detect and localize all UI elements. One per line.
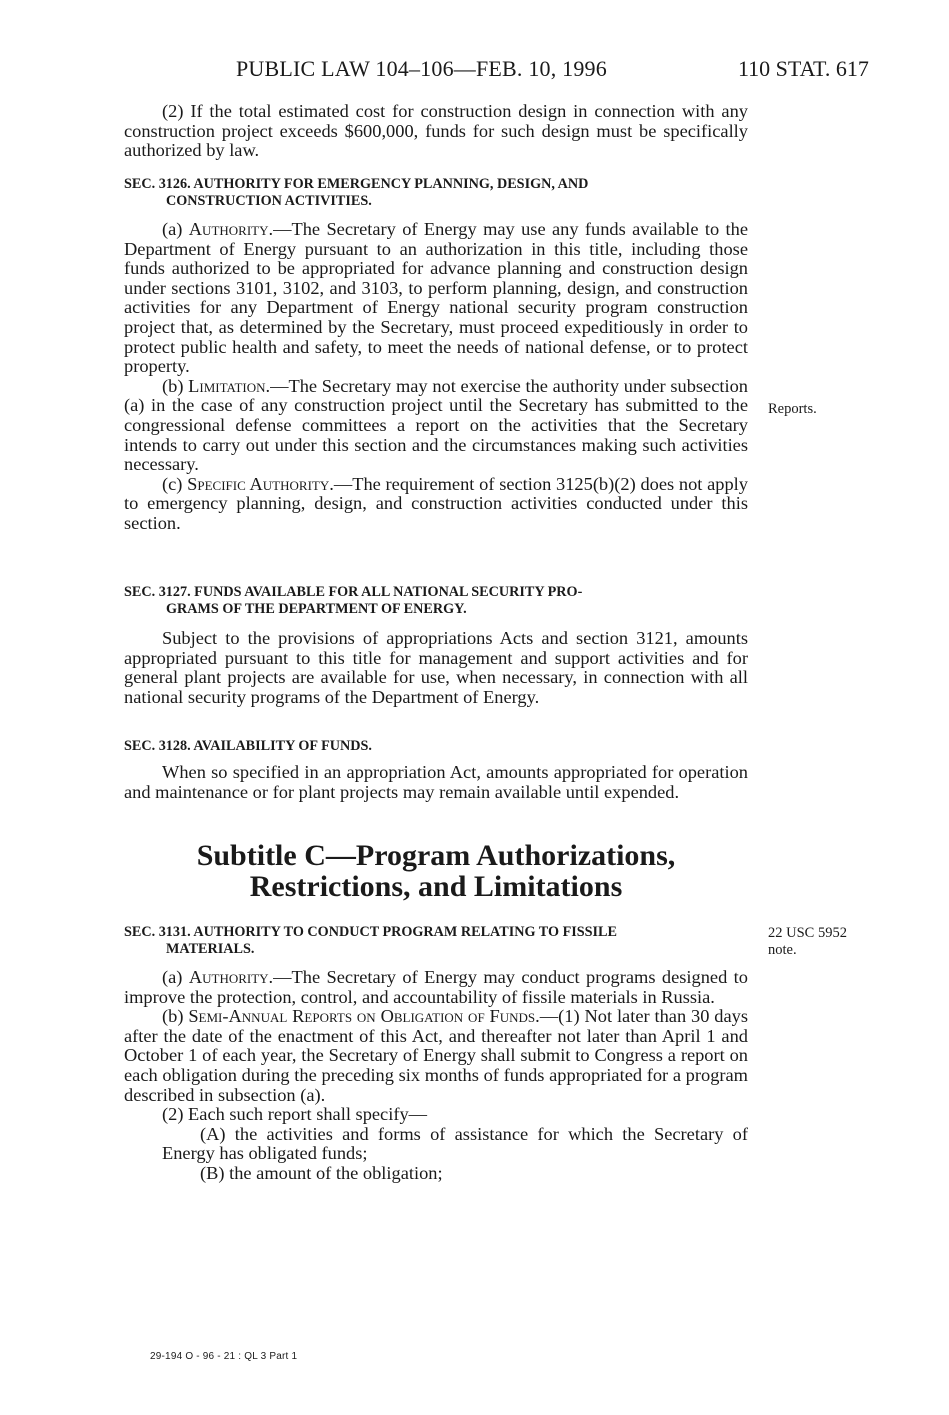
subsection-label: (c) (162, 473, 188, 494)
subsection-a-authority (124, 220, 748, 377)
margin-note-usc (768, 925, 847, 959)
section-heading-3128 (124, 738, 748, 755)
section-heading-3127 (124, 584, 748, 618)
subsection-caption: Limitation (188, 375, 266, 396)
subsection-text: .—The requirement of section 3125(b)(2) does not apply to emergency planning, design, and construction activities conducted under this section. (124, 473, 748, 533)
subsection-text: .—(1) Not later than 30 days after the date of the enactment of this Act, and thereafter not later than April 1 and October 1 of each year, the Secretary of Energy shall submit to Congress a report on each obligation during the preceding six months of funds appropriated for a program described in subsection (a). (124, 1006, 748, 1105)
paragraph-b2: (2) Each such report shall specify— (162, 1104, 428, 1125)
subtitle-heading (124, 840, 748, 902)
print-code-footer: 29-194 O - 96 - 21 : QL 3 Part 1 (150, 1351, 298, 1362)
subparagraph-B: (B) the amount of the obligation; (200, 1162, 443, 1183)
margin-note-line-2: note. (768, 942, 797, 958)
section-heading-line-2: GRAMS OF THE DEPARTMENT OF ENERGY. (166, 601, 467, 617)
section-heading-line-1: SEC. 3128. AVAILABILITY OF FUNDS. (124, 738, 372, 754)
subsection-b-semi-annual-reports (124, 1007, 748, 1105)
section-heading-line-1: SEC. 3131. AUTHORITY TO CONDUCT PROGRAM RELATING TO FISSILE (124, 924, 617, 940)
subsection-label: (b) (162, 1006, 189, 1027)
subtitle-line-1: Subtitle C—Program Authorizations, (196, 839, 676, 872)
subsection-c-specific-authority (124, 475, 748, 534)
section-heading-line-2: CONSTRUCTION ACTIVITIES. (166, 193, 372, 209)
margin-note-line-1: 22 USC 5952 (768, 925, 847, 941)
running-header-page-ref: 110 STAT. 617 (738, 56, 869, 81)
paragraph-text: Subject to the provisions of appropriations Acts and section 3121, amounts appropriated pursuant to this title for management and support activities and for general plant projects are available for use, when necessary, in connection with all national security programs of the Department of Energy. (124, 628, 748, 707)
running-header-title: PUBLIC LAW 104–106—FEB. 10, 1996 (236, 56, 607, 81)
subparagraph-A: (A) the activities and forms of assistance for which the Secretary of Energy has obligated funds; (162, 1123, 748, 1164)
subsection-caption: Specific Authority (187, 473, 330, 494)
paragraph-text: When so specified in an appropriation Act, amounts appropriated for operation and maintenance or for plant projects may remain available until expended. (124, 762, 748, 802)
section-body-3126 (124, 220, 748, 534)
section-heading-line-1: SEC. 3127. FUNDS AVAILABLE FOR ALL NATIONAL SECURITY PRO- (124, 584, 583, 600)
section-heading-3131 (124, 924, 748, 958)
subsection-text: .—The Secretary of Energy may conduct programs designed to improve the protection, control, and accountability of fissile materials in Russia. (124, 967, 748, 1007)
subsection-caption: Semi-Annual Reports on Obligation of Funds (188, 1006, 536, 1027)
subsection-a-authority (124, 968, 748, 1007)
subsection-text: .—The Secretary may not exercise the authority under subsection (a) in the case of any construction project until the Secretary has submitted to the congressional defense committees a report on the activities that the Secretary intends to carry out under this section and the circumstances making such activities necessary. (124, 375, 748, 475)
paragraph-construction-design-cost (124, 102, 748, 161)
margin-note-reports: Reports. (768, 401, 817, 417)
paragraph-text: (2) If the total estimated cost for construction design in connection with any construction project exceeds $600,000, funds for such design must be specifically authorized by law. (124, 101, 748, 161)
subsection-caption: Authority (188, 967, 269, 987)
subsection-text: .—The Secretary of Energy may use any funds available to the Department of Energy pursuant to an authorization in this title, including those funds authorized to be appropriated for advance planning and construction design under sections 3101, 3102, and 3103, to perform planning, design, and construction activities for any Department of Energy national security program construction project that, as determined by the Secretary, must proceed expeditiously in order to protect public health and safety, to meet the needs of national defense, or to protect property. (124, 219, 748, 377)
section-body-3131 (124, 968, 748, 1184)
subtitle-line-2: Restrictions, and Limitations (249, 870, 623, 903)
subsection-b-limitation (124, 377, 748, 475)
section-heading-line-1: SEC. 3126. AUTHORITY FOR EMERGENCY PLANNING, DESIGN, AND (124, 176, 589, 192)
subsection-caption: Authority (188, 219, 269, 239)
subsection-label: (a) (162, 967, 189, 987)
section-heading-line-2: MATERIALS. (166, 941, 255, 957)
subsection-label: (b) (162, 375, 189, 396)
subsection-label: (a) (162, 219, 189, 239)
section-body-3128 (124, 763, 748, 802)
section-body-3127 (124, 629, 748, 707)
section-heading-3126 (124, 176, 748, 210)
